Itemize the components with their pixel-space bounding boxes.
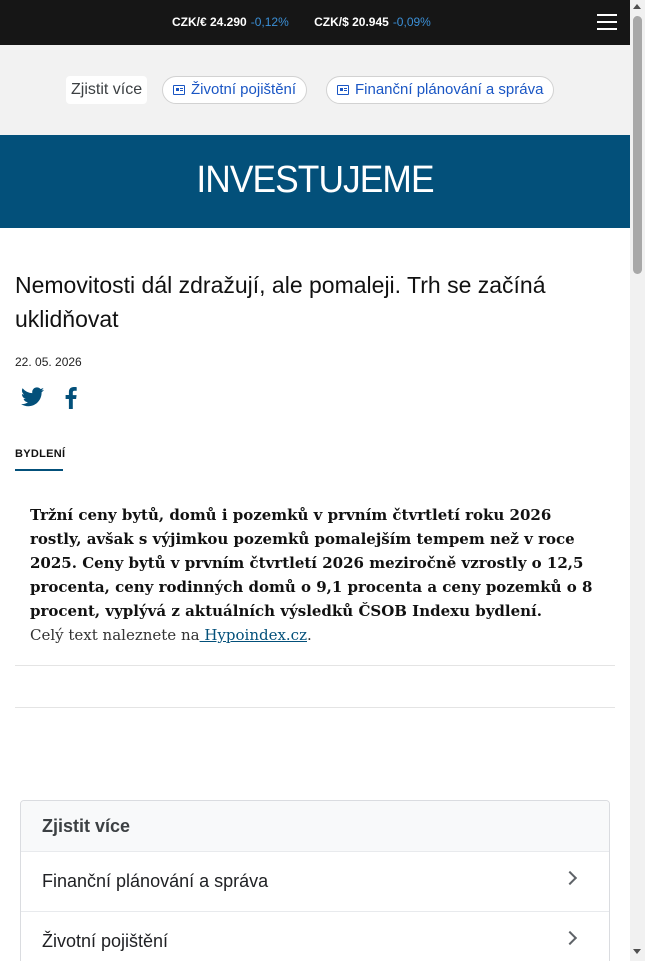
- document-icon: [173, 85, 185, 95]
- rate-usd-change: -0,09%: [392, 15, 431, 29]
- rate-eur-value: CZK/€ 24.290: [172, 15, 247, 29]
- chip-label: Životní pojištění: [191, 81, 297, 98]
- related-topic-label: Finanční plánování a správa: [42, 871, 269, 891]
- related-topics-box: [20, 800, 610, 961]
- scroll-down-arrow-icon[interactable]: [633, 949, 641, 954]
- related-links-bar: [0, 45, 630, 135]
- rate-eur: [172, 15, 289, 29]
- site-logo[interactable]: INVESTUJEME: [196, 159, 434, 201]
- related-topics-title: Zjistit více: [21, 801, 609, 851]
- rate-usd: [314, 15, 431, 29]
- rate-usd-value: CZK/$ 20.945: [314, 15, 389, 29]
- source-suffix: .: [307, 626, 312, 644]
- article-lead: Tržní ceny bytů, domů i pozemků v prvním čtvrtletí roku 2026 rostly, avšak s výjimkou pozemků pomalejším tempem než v roce 2025. Ceny bytů v prvním čtvrtletí 2026 meziročně vzrostly o 12,5 procenta, ceny rodinných domů o 9,1 procenta a ceny pozemků o 8 procent, vyplývá z aktuálních výsledků ČSOB Indexu bydlení.: [30, 506, 593, 620]
- article-source: [30, 623, 602, 647]
- hamburger-menu-icon[interactable]: [597, 14, 617, 31]
- hamburger-line: [597, 14, 617, 16]
- source-prefix: Celý text naleznete na: [30, 626, 200, 644]
- related-topic-label: Životní pojištění: [42, 931, 169, 951]
- article-date: 22. 05. 2026: [15, 355, 82, 369]
- article-title: Nemovitosti dál zdražují, ale pomaleji. Trh se začíná uklidňovat: [15, 272, 546, 332]
- chip-financni-planovani[interactable]: [326, 76, 554, 104]
- site-header: [0, 135, 630, 228]
- chip-zivotni-pojisteni[interactable]: [162, 76, 307, 104]
- chip-label: Finanční plánování a správa: [355, 81, 544, 98]
- hamburger-line: [597, 28, 617, 30]
- page-scrollbar[interactable]: [630, 0, 645, 961]
- divider: [15, 707, 615, 708]
- scrollbar-thumb[interactable]: [633, 16, 642, 274]
- facebook-icon[interactable]: [64, 387, 78, 409]
- currency-ticker-bar: [0, 0, 630, 45]
- chevron-right-icon: [563, 871, 577, 885]
- twitter-icon[interactable]: [21, 387, 44, 407]
- document-icon: [337, 85, 349, 95]
- rate-eur-change: -0,12%: [250, 15, 289, 29]
- chevron-right-icon: [563, 931, 577, 945]
- hamburger-line: [597, 21, 617, 23]
- related-topic-zivotni-pojisteni[interactable]: [21, 911, 609, 961]
- category-link[interactable]: BYDLENÍ: [15, 448, 66, 460]
- hypoindex-link[interactable]: Hypoindex.cz: [199, 626, 307, 644]
- article-body: [30, 503, 602, 647]
- category-underline: [15, 469, 63, 471]
- divider: [15, 665, 615, 666]
- scroll-up-arrow-icon[interactable]: [633, 4, 641, 9]
- related-links-label: Zjistit více: [66, 76, 147, 104]
- related-topic-financni-planovani[interactable]: [21, 851, 609, 911]
- exchange-rates: [172, 15, 453, 29]
